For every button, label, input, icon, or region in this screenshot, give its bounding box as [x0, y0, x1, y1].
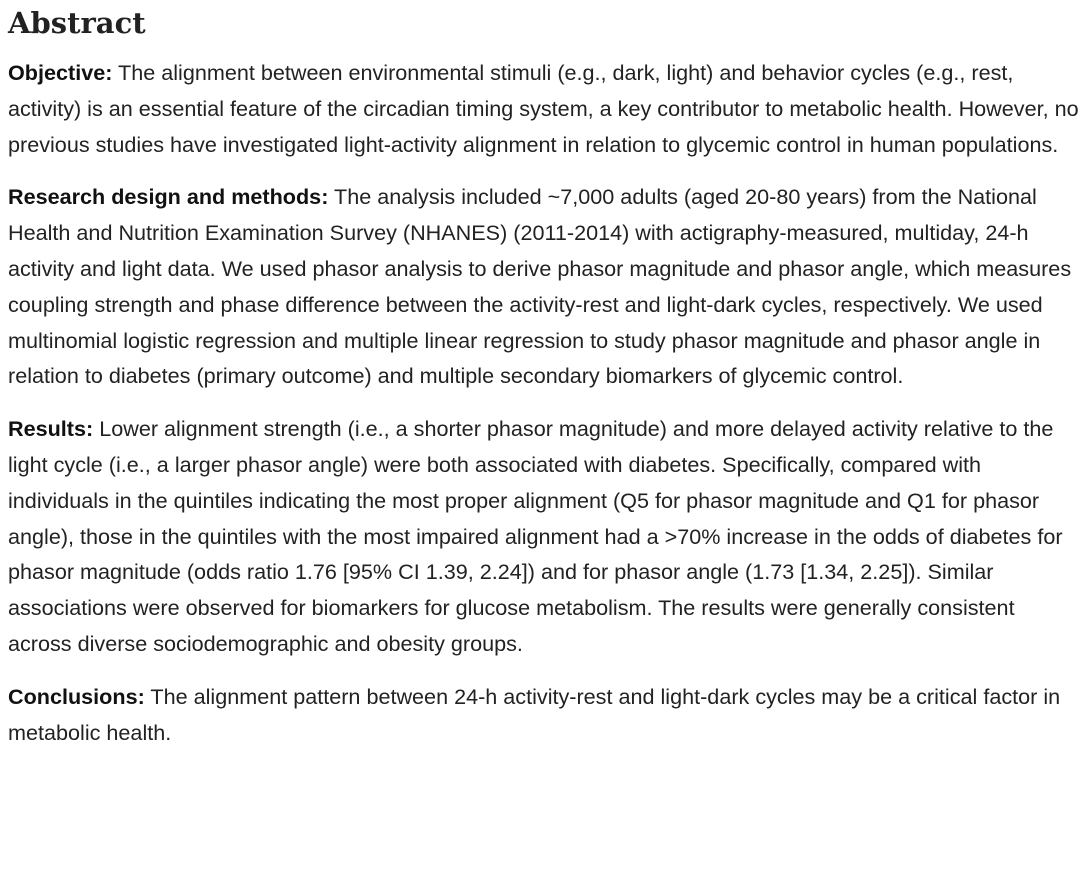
methods-text: The analysis included ~7,000 adults (aged 20-80 years) from the National Health and Nutrition Examination Survey (NHANES) (2011-2014) with actigraphy-measured, multiday, 24-h activity and light data. We used phasor analysis to derive phasor magnitude and phasor angle, which measures coupling strength and phase difference between the activity-rest and light-dark cycles, respectively. We used multinomial logistic regression and multiple linear regression to study phasor magnitude and phasor angle in relation to diabetes (primary outcome) and multiple secondary biomarkers of glycemic control.	[8, 184, 1072, 389]
results-paragraph	[8, 411, 1080, 662]
objective-text: The alignment between environmental stimuli (e.g., dark, light) and behavior cycles (e.g., rest, activity) is an essential feature of the circadian timing system, a key contributor to metabolic health. However, no previous studies have investigated light-activity alignment in relation to glycemic control in human populations.	[8, 60, 1079, 157]
objective-label: Objective:	[8, 60, 113, 85]
abstract-section	[8, 0, 1080, 767]
conclusions-text: The alignment pattern between 24-h activity-rest and light-dark cycles may be a critical factor in metabolic health.	[8, 683, 1061, 745]
abstract-heading: Abstract	[8, 6, 146, 40]
conclusions-label: Conclusions:	[8, 683, 145, 709]
methods-paragraph	[8, 179, 1080, 394]
conclusions-paragraph	[8, 679, 1080, 751]
results-label: Results:	[8, 416, 94, 442]
objective-paragraph	[8, 55, 1080, 162]
results-text: Lower alignment strength (i.e., a shorter phasor magnitude) and more delayed activity relative to the light cycle (i.e., a larger phasor angle) were both associated with diabetes. Specifically, compared with individuals in the quintiles indicating the most proper alignment (Q5 for phasor magnitude and Q1 for phasor angle), those in the quintiles with the most impaired alignment had a >70% increase in the odds of diabetes for phasor magnitude (odds ratio 1.76 [95% CI 1.39, 2.24]) and for phasor angle (1.73 [1.34, 2.25]). Similar associations were observed for biomarkers for glucose metabolism. The results were generally consistent across diverse sociodemographic and obesity groups.	[8, 416, 1063, 656]
methods-label: Research design and methods:	[8, 184, 329, 210]
